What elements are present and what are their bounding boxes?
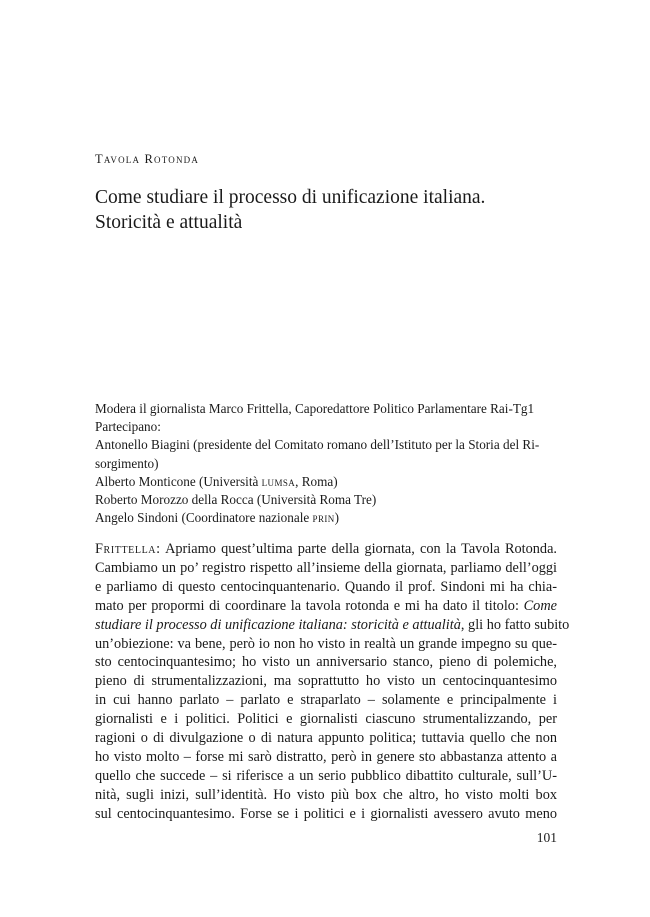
- participant-biagini: Antonello Biagini (presidente del Comitato romano dell’Istituto per la Storia del Ri-: [95, 437, 540, 453]
- participant-affiliation-abbr: prin: [312, 510, 335, 526]
- chapter-title-line: Come studiare il processo di unificazione italiana.: [95, 187, 486, 208]
- body-line: e parliamo di questo centocinquantenario. Quando il prof. Sindoni mi ha chia-: [95, 578, 557, 595]
- participant-text: Alberto Monticone (Università: [95, 473, 262, 489]
- body-line: in cui hanno parlato – parlato e straparlato – solamente e principalmente i: [95, 692, 557, 709]
- body-line: quello che succede – si riferisce a un serio pubblico dibattito culturale, sull’U-: [95, 767, 557, 784]
- speaker-name: Frittella:: [95, 541, 161, 557]
- participant-affiliation-abbr: lumsa: [261, 473, 296, 489]
- page-number: 101: [536, 830, 557, 845]
- body-line: nità, sugli inizi, sull’identità. Ho visto più box che altro, ho visto molti box: [95, 786, 557, 803]
- participant-monticone: [95, 473, 557, 491]
- body-line: Cambiamo un po’ registro rispetto all’insieme della giornata, parliamo dell’oggi: [95, 559, 557, 576]
- body-line: ho visto molto – forse mi sarò distratto, però in genere sto abbastanza attento a: [95, 748, 557, 765]
- participants-block: [95, 400, 557, 527]
- body-line: un’obiezione: va bene, però io non ho visto in realtà un grande impegno su que-: [95, 635, 557, 652]
- body-line: ragioni o di divulgazione o di natura appunto politica; tuttavia quello che non: [95, 730, 557, 747]
- section-label: Tavola Rotonda: [95, 152, 200, 166]
- body-text: mato per propormi di coordinare la tavola rotonda e mi ha dato il titolo:: [95, 597, 524, 614]
- body-line: [95, 540, 557, 559]
- chapter-title-line: Storicità e attualità: [95, 212, 243, 233]
- participant-text: ): [334, 510, 340, 526]
- body-paragraph: [95, 540, 570, 824]
- body-text: , gli ho fatto subito: [460, 616, 570, 633]
- body-line: [95, 616, 570, 635]
- chapter-title: [95, 185, 565, 235]
- body-line: sul centocinquantesimo. Forse se i politici e i giornalisti avessero avuto meno: [95, 805, 557, 822]
- participant-sindoni: [95, 509, 557, 527]
- body-line: sto centocinquantesimo; ho visto un anniversario stanco, pieno di polemiche,: [95, 654, 557, 671]
- participant-morozzo: Roberto Morozzo della Rocca (Università Roma Tre): [95, 492, 377, 508]
- body-line: giornalisti e i politici. Politici e giornalisti ciascuno strumentalizzando, per: [95, 711, 557, 728]
- body-line: pieno di strumentalizzazioni, ma soprattutto ho visto un centocinquantesimo: [95, 673, 557, 690]
- participant-text: Angelo Sindoni (Coordinatore nazionale: [95, 510, 313, 526]
- participant-text: , Roma): [295, 473, 338, 489]
- body-line: [95, 597, 557, 616]
- participant-biagini-cont: sorgimento): [95, 455, 159, 471]
- title-reference: Come: [523, 597, 557, 614]
- body-text: Apriamo quest’ultima parte della giornata, con la Tavola Rotonda.: [160, 541, 557, 557]
- participants-intro: Partecipano:: [95, 419, 161, 435]
- title-reference: studiare il processo di unificazione italiana: storicità e attualità: [95, 616, 461, 633]
- moderator-line: Modera il giornalista Marco Frittella, Caporedattore Politico Parlamentare Rai-Tg1: [95, 401, 535, 416]
